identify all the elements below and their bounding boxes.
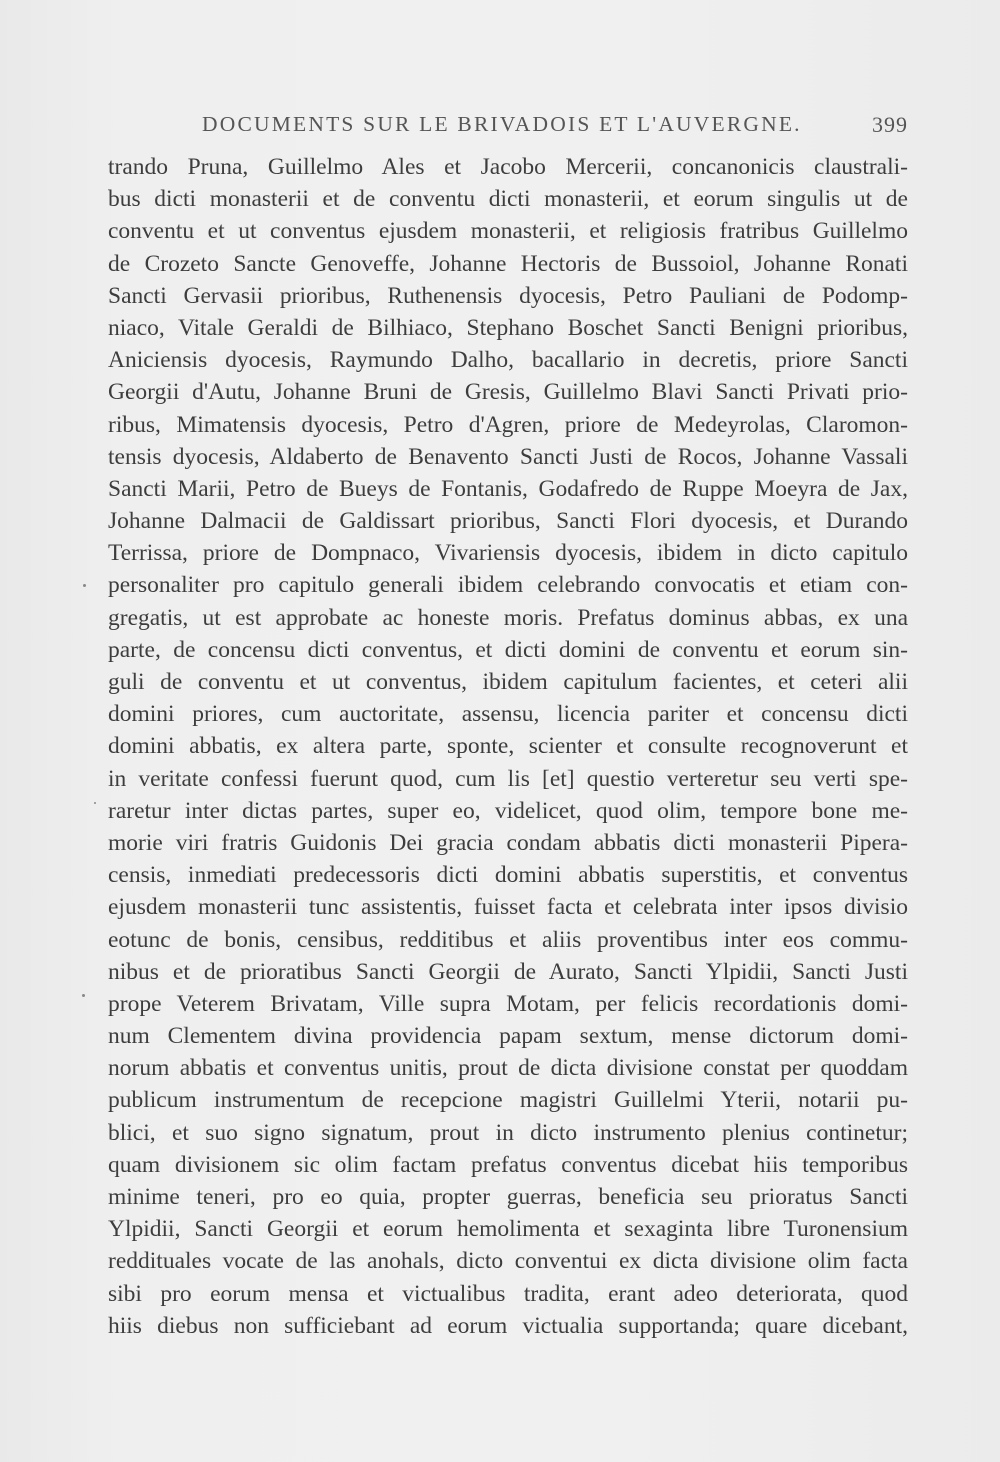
text-line: sibi pro eorum mensa et victualibus tradita, erant adeo deteriorata, quod [108,1280,908,1307]
text-line: eotunc de bonis, censibus, redditibus et aliis proventibus inter eos commu- [108,926,908,953]
running-title: DOCUMENTS SUR LE BRIVADOIS ET L'AUVERGNE. [202,112,802,136]
text-line: Georgii d'Autu, Johanne Bruni de Gresis, Guillelmo Blavi Sancti Privati prio- [108,379,908,406]
text-line: blici, et suo signo signatum, prout in dicto instrumento plenius continetur; [108,1119,908,1146]
text-line: censis, inmediati predecessoris dicti domini abbatis superstitis, et conventus [108,862,908,889]
text-line: norum abbatis et conventus unitis, prout de dicta divisione constat per quoddam [108,1055,908,1082]
page-number: 399 [872,112,908,137]
text-line: Johanne Dalmacii de Galdissart prioribus, Sancti Flori dyocesis, et Durando [108,508,908,535]
margin-dot-mark [82,994,85,997]
text-line: publicum instrumentum de recepcione magistri Guillelmi Yterii, notarii pu- [108,1087,908,1114]
text-line: domini abbatis, ex altera parte, sponte, scienter et consulte recognoverunt et [108,733,908,760]
text-line: Aniciensis dyocesis, Raymundo Dalho, bacallario in decretis, priore Sancti [108,347,908,374]
text-line: domini priores, cum auctoritate, assensu, licencia pariter et concensu dicti [108,701,908,728]
text-line: de Crozeto Sancte Genoveffe, Johanne Hectoris de Bussoiol, Johanne Ronati [108,250,908,277]
text-line: nibus et de prioratibus Sancti Georgii de Aurato, Sancti Ylpidii, Sancti Justi [108,958,908,985]
margin-dot-mark [94,802,96,804]
text-line: parte, de concensu dicti conventus, et dicti domini de conventu et eorum sin- [108,636,908,663]
body-text [108,151,908,1342]
text-line: Sancti Marii, Petro de Bueys de Fontanis, Godafredo de Ruppe Moeyra de Jax, [108,475,908,502]
text-line: minime teneri, pro eo quia, propter guerras, beneficia seu prioratus Sancti [108,1184,908,1210]
text-line: gregatis, ut est approbate ac honeste moris. Prefatus dominus abbas, ex una [108,604,908,631]
text-line: num Clementem divina providencia papam sextum, mense dictorum domi- [108,1023,908,1050]
text-line: Terrissa, priore de Dompnaco, Vivariensis dyocesis, ibidem in dicto capitulo [108,540,908,567]
text-line: tensis dyocesis, Aldaberto de Benavento Sancti Justi de Rocos, Johanne Vassali [108,443,908,470]
text-line: Ylpidii, Sancti Georgii et eorum hemolimenta et sexaginta libre Turonensium [108,1216,908,1243]
text-line: morie viri fratris Guidonis Dei gracia condam abbatis dicti monasterii Pipera- [108,829,908,856]
text-line: ribus, Mimatensis dyocesis, Petro d'Agren, priore de Medeyrolas, Claromon- [108,411,908,438]
text-line: bus dicti monasterii et de conventu dicti monasterii, et eorum singulis ut de [108,186,908,213]
text-line: hiis diebus non sufficiebant ad eorum victualia supportanda; quare dicebant, [108,1312,908,1339]
margin-dot-mark [83,584,86,587]
text-line: in veritate confessi fuerunt quod, cum lis [et] questio verteretur seu verti spe- [108,765,908,792]
text-line: reddituales vocate de las anohals, dicto conventui ex dicta divisione olim facta [108,1248,908,1275]
text-line: ejusdem monasterii tunc assistentis, fuisset facta et celebrata inter ipsos divisio [108,894,908,921]
text-line: conventu et ut conventus ejusdem monasterii, et religiosis fratribus Guillelmo [108,218,908,245]
text-line: guli de conventu et ut conventus, ibidem capitulum facientes, et ceteri alii [108,669,908,695]
text-line: raretur inter dictas partes, super eo, videlicet, quod olim, tempore bone me- [108,797,908,824]
text-line: niaco, Vitale Geraldi de Bilhiaco, Stephano Boschet Sancti Benigni prioribus, [108,314,908,341]
text-line: prope Veterem Brivatam, Ville supra Motam, per felicis recordationis domi- [108,990,908,1017]
text-line: personaliter pro capitulo generali ibidem celebrando convocatis et etiam con- [108,572,908,599]
text-line: Sancti Gervasii prioribus, Ruthenensis dyocesis, Petro Pauliani de Podomp- [108,282,908,309]
text-line: quam divisionem sic olim factam prefatus conventus dicebat hiis temporibus [108,1151,908,1178]
running-head [108,112,908,142]
text-line: trando Pruna, Guillelmo Ales et Jacobo Mercerii, concanonicis claustrali- [108,154,908,180]
